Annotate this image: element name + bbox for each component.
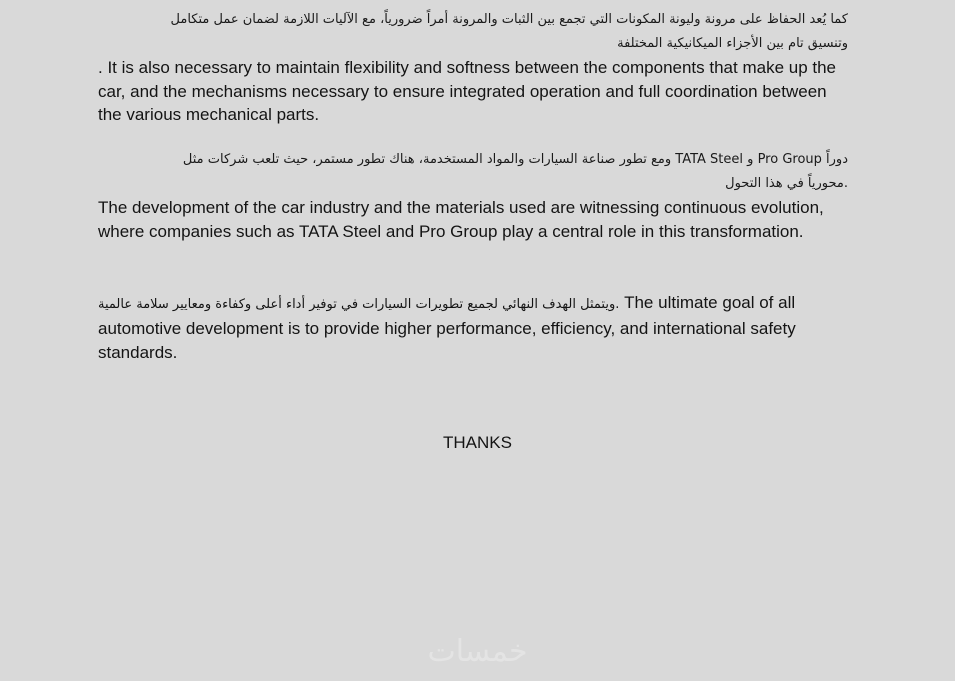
paragraph-1-arabic-line-1: كما يُعد الحفاظ على مرونة وليونة المكونات التي تجمع بين الثبات والمرونة أمراً ضرورياً، مع الآليات اللازمة لضمان عمل متكامل	[170, 12, 848, 27]
paragraph-3-english: The ultimate goal of all automotive development is to provide higher performance, efficiency, and international safety standards.	[98, 293, 796, 362]
paragraph-3	[98, 291, 848, 365]
paragraph-2	[98, 148, 848, 243]
watermark-logo: خمسات	[427, 634, 528, 669]
paragraph-1-arabic-line-2: وتنسيق تام بين الأجزاء الميكانيكية المختلفة	[617, 36, 848, 51]
closing-thanks: THANKS	[443, 433, 512, 452]
paragraph-2-arabic-line-2: .محورياً في هذا التحول	[725, 176, 848, 191]
paragraph-3-text	[98, 291, 848, 365]
paragraph-3-arabic: .ويتمثل الهدف النهائي لجميع تطويرات السيارات في توفير أداء أعلى وكفاءة ومعايير سلامة عالمية	[98, 297, 620, 312]
paragraph-2-arabic-line-1: دوراً Pro Group و TATA Steel ومع تطور صناعة السيارات والمواد المستخدمة، هناك تطور مستمر، حيث تلعب شركات مثل	[182, 152, 848, 167]
paragraph-2-english: The development of the car industry and the materials used are witnessing continuous evolution, where companies such as TATA Steel and Pro Group play a central role in this transformation.	[98, 198, 824, 241]
paragraph-1	[98, 8, 848, 127]
paragraph-1-english: . It is also necessary to maintain flexibility and softness between the components that make up the car, and the mechanisms necessary to ensure integrated operation and full coordination between the various mechanical parts.	[98, 58, 837, 124]
